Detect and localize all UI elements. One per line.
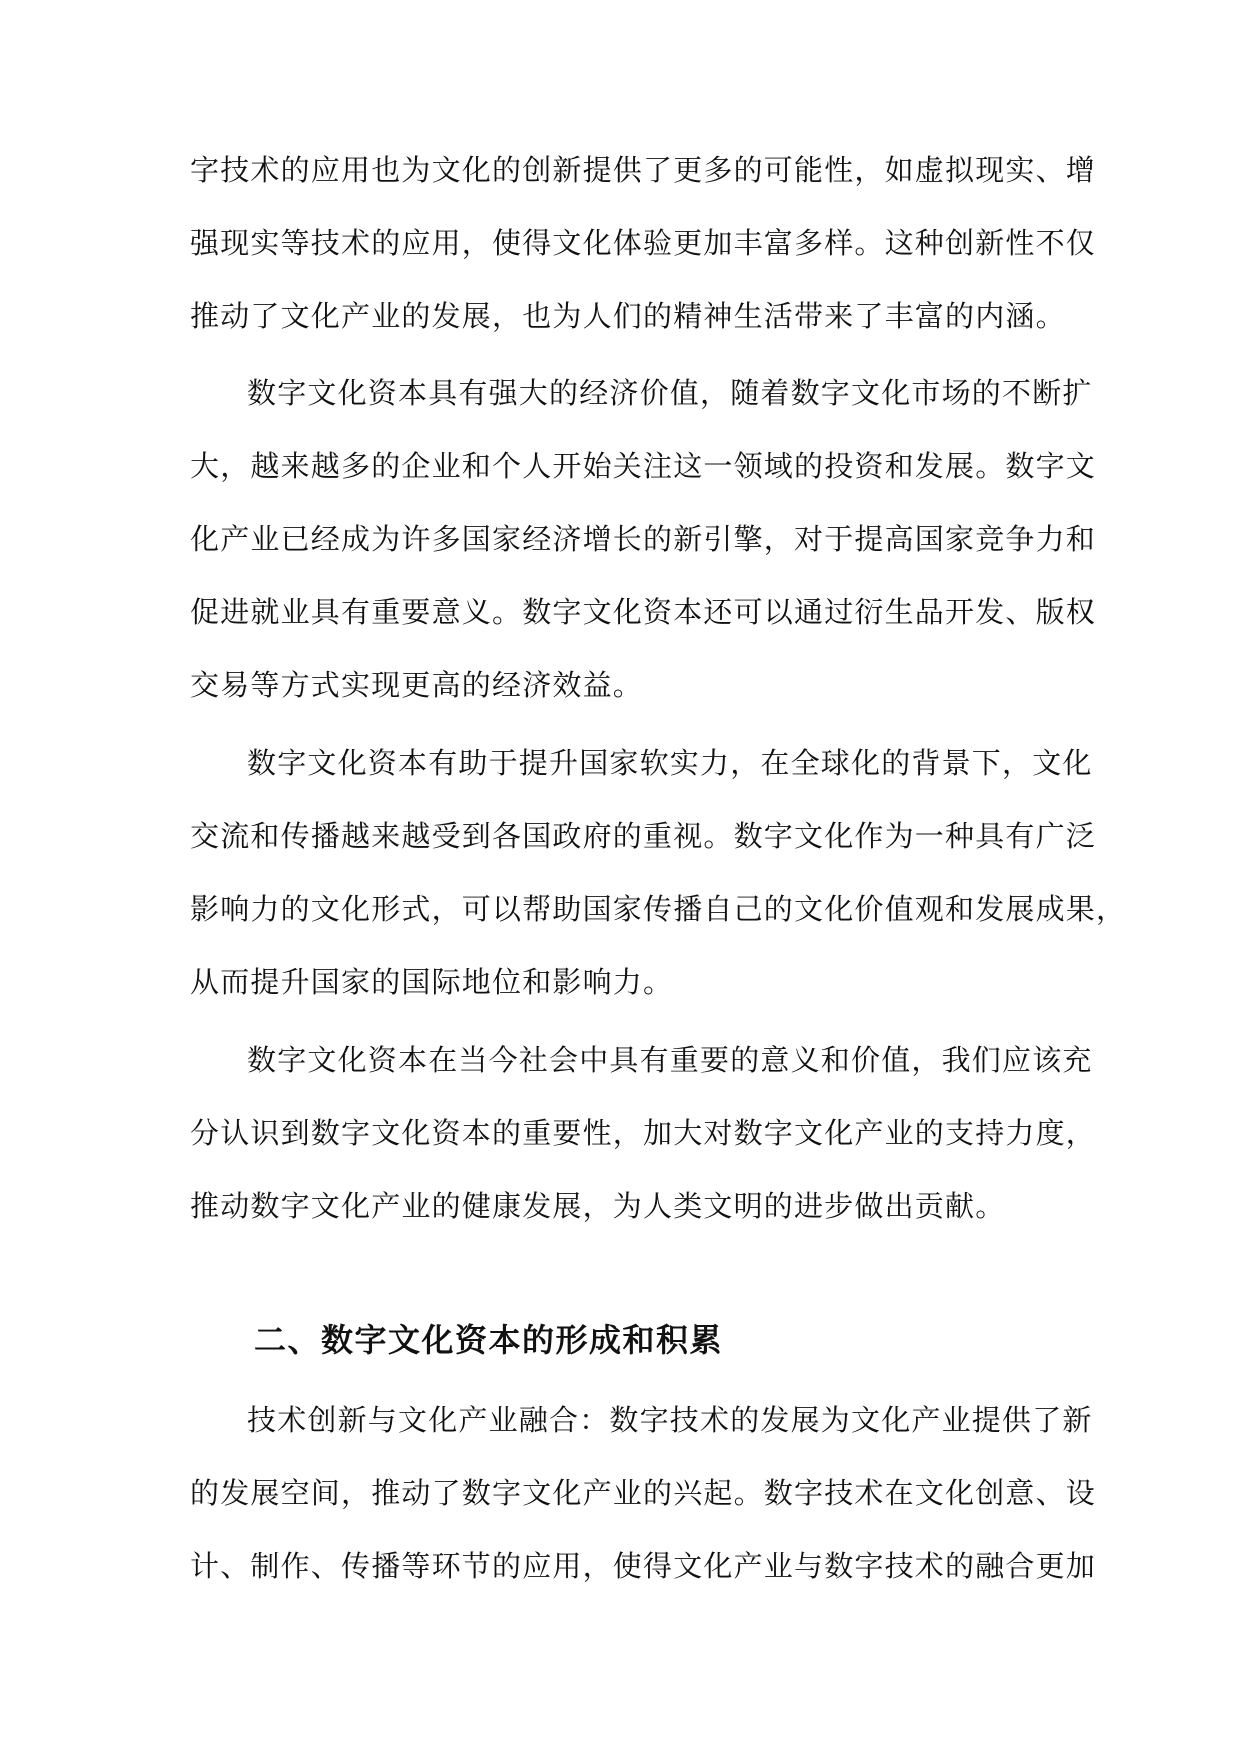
section-paragraph-1-line-1: 技术创新与文化产业融合：数字技术的发展为文化产业提供了新 bbox=[247, 1403, 1093, 1437]
paragraph-2-line-3: 化产业已经成为许多国家经济增长的新引擎，对于提高国家竞争力和 bbox=[190, 522, 1097, 556]
paragraph-3-line-4: 从而提升国家的国际地位和影响力。 bbox=[190, 965, 674, 999]
section-paragraph-1-line-2: 的发展空间，推动了数字文化产业的兴起。数字技术在文化创意、设 bbox=[190, 1476, 1097, 1510]
paragraph-3-line-1: 数字文化资本有助于提升国家软实力，在全球化的背景下，文化 bbox=[247, 746, 1093, 780]
paragraph-1-line-2: 强现实等技术的应用，使得文化体验更加丰富多样。这种创新性不仅 bbox=[190, 226, 1097, 260]
paragraph-2-line-1: 数字文化资本具有强大的经济价值，随着数字文化市场的不断扩 bbox=[247, 376, 1093, 410]
paragraph-1-line-3: 推动了文化产业的发展，也为人们的精神生活带来了丰富的内涵。 bbox=[190, 299, 1066, 333]
section-heading: 二、数字文化资本的形成和积累 bbox=[254, 1321, 724, 1359]
paragraph-2-line-5: 交易等方式实现更高的经济效益。 bbox=[190, 668, 644, 702]
paragraph-2-line-4: 促进就业具有重要意义。数字文化资本还可以通过衍生品开发、版权 bbox=[190, 595, 1097, 629]
section-paragraph-1-line-3: 计、制作、传播等环节的应用，使得文化产业与数字技术的融合更加 bbox=[190, 1549, 1097, 1583]
paragraph-1-line-1: 字技术的应用也为文化的创新提供了更多的可能性，如虚拟现实、增 bbox=[190, 153, 1097, 187]
paragraph-3-line-2: 交流和传播越来越受到各国政府的重视。数字文化作为一种具有广泛 bbox=[190, 819, 1097, 853]
paragraph-2-line-2: 大，越来越多的企业和个人开始关注这一领域的投资和发展。数字文 bbox=[190, 449, 1097, 483]
paragraph-4-line-1: 数字文化资本在当今社会中具有重要的意义和价值，我们应该充 bbox=[247, 1043, 1093, 1077]
paragraph-3-line-3: 影响力的文化形式，可以帮助国家传播自己的文化价值观和发展成果， bbox=[190, 892, 1127, 926]
paragraph-4-line-3: 推动数字文化产业的健康发展，为人类文明的进步做出贡献。 bbox=[190, 1189, 1006, 1223]
paragraph-4-line-2: 分认识到数字文化资本的重要性，加大对数字文化产业的支持力度， bbox=[190, 1116, 1097, 1150]
